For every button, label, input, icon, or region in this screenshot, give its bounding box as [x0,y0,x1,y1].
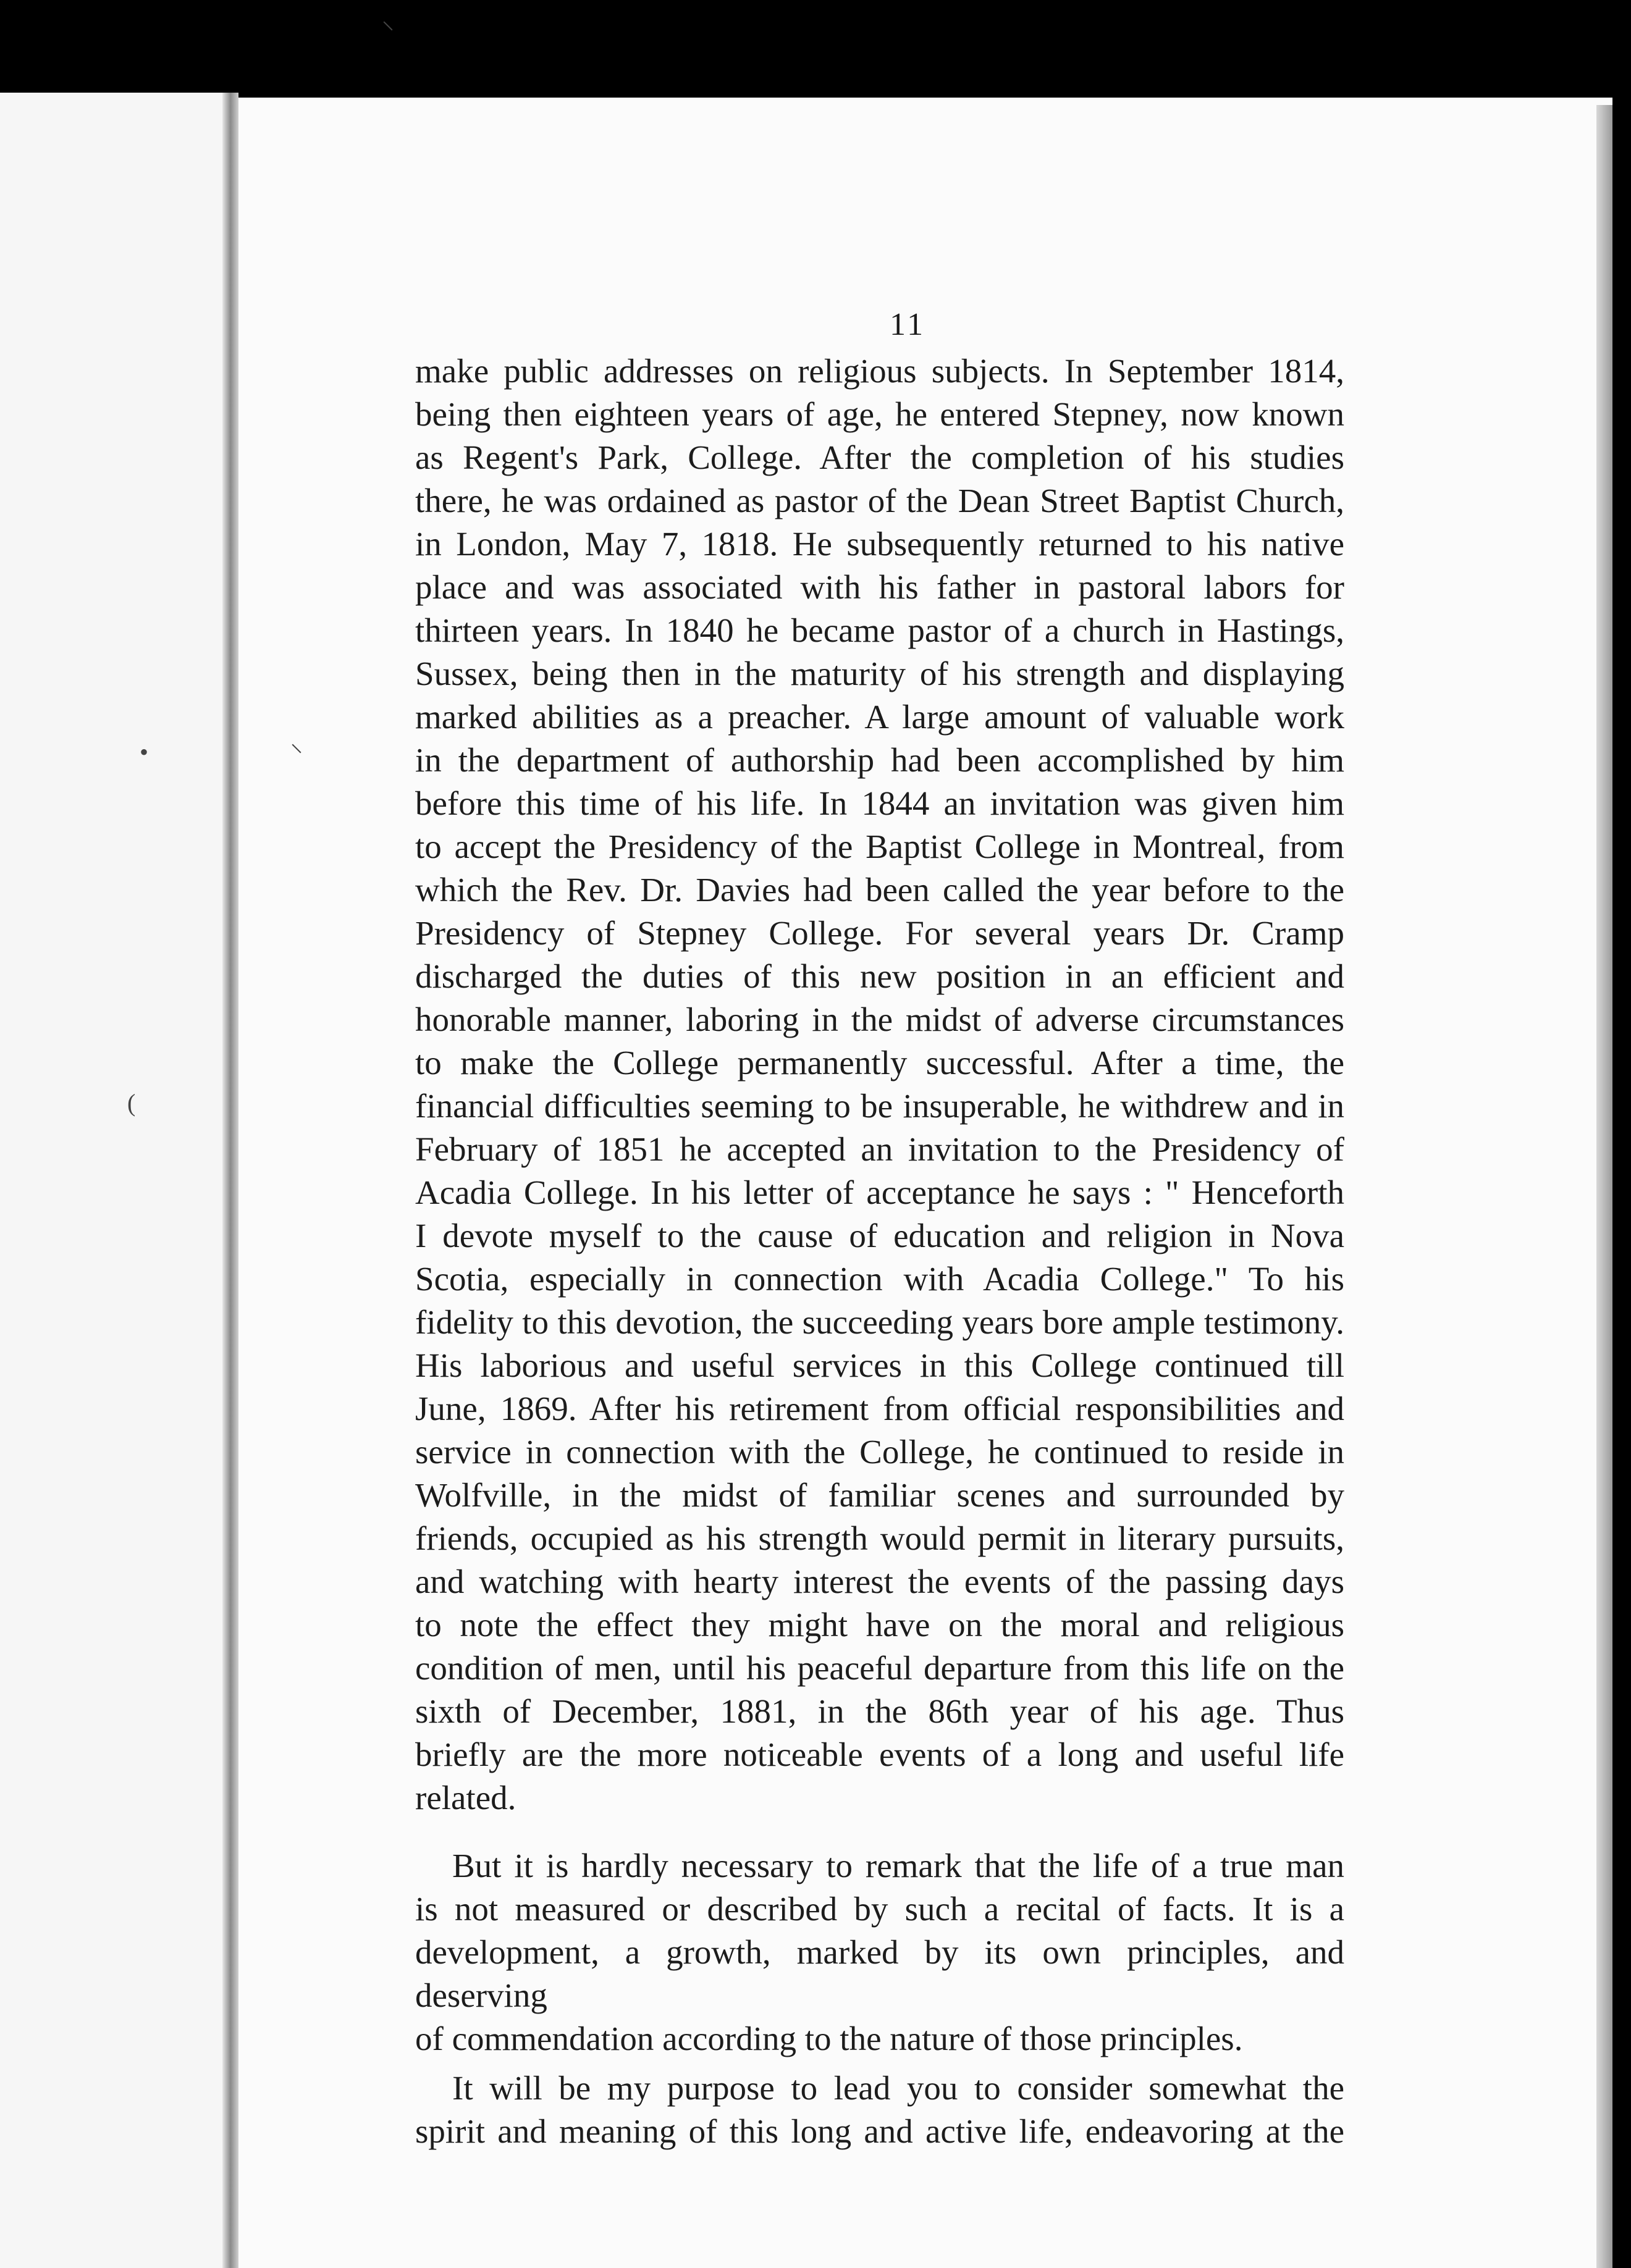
text-line: development, a growth, marked by its own principles, and deserving [415,1933,1344,2014]
text-line: condition of men, until his peaceful departure from this life on the [415,1649,1344,1687]
speck-mark: • [140,738,149,766]
text-line: in the department of authorship had been accomplished by him [415,741,1344,779]
left-page [0,93,230,2268]
text-line: Presidency of Stepney College. For several years Dr. Cramp [415,914,1344,952]
text-line: which the Rev. Dr. Davies had been called the year before to the [415,871,1344,909]
text-line: But it is hardly necessary to remark that the life of a true man [452,1847,1344,1884]
text-line: being then eighteen years of age, he entered Stepney, now known [415,395,1344,433]
text-line: His laborious and useful services in this College continued till [415,1346,1344,1384]
text-line: discharged the duties of this new position in an efficient and [415,957,1344,995]
text-line: honorable manner, laboring in the midst of adverse circumstances [415,1001,1344,1038]
text-line: February of 1851 he accepted an invitation to the Presidency of [415,1130,1344,1168]
text-line: to note the effect they might have on the moral and religious [415,1606,1344,1644]
text-line: place and was associated with his father in pastoral labors for [415,568,1344,606]
text-line: service in connection with the College, he continued to reside in [415,1433,1344,1471]
text-line: Scotia, especially in connection with Acadia College." To his [415,1260,1344,1298]
body-text [415,350,1344,2153]
text-line: June, 1869. After his retirement from official responsibilities and [415,1390,1344,1427]
text-line: Sussex, being then in the maturity of his strength and displaying [415,655,1344,692]
speck-mark: ⸌ [290,739,303,767]
text-line: related. [415,1779,516,1816]
paragraph [415,2067,1344,2153]
text-line: as Regent's Park, College. After the completion of his studies [415,439,1344,476]
text-line: of commendation according to the nature of those principles. [415,2020,1243,2057]
text-line: marked abilities as a preacher. A large amount of valuable work [415,698,1344,736]
text-line: financial difficulties seeming to be insuperable, he withdrew and in [415,1087,1344,1125]
text-line: in London, May 7, 1818. He subsequently returned to his native [415,525,1344,563]
text-line: make public addresses on religious subjects. In September 1814, [415,352,1344,390]
speck-mark: ( [127,1089,136,1117]
text-line: I devote myself to the cause of education and religion in Nova [415,1217,1344,1254]
text-line: spirit and meaning of this long and active life, endeavoring at the [415,2112,1344,2150]
text-line: there, he was ordained as pastor of the Dean Street Baptist Church, [415,482,1344,519]
text-line: to accept the Presidency of the Baptist College in Montreal, from [415,828,1344,865]
text-line: before this time of his life. In 1844 an invitation was given him [415,784,1344,822]
book-spine [222,93,238,2268]
text-line: thirteen years. In 1840 he became pastor of a church in Hastings, [415,611,1344,649]
text-line: is not measured or described by such a recital of facts. It is a [415,1890,1344,1928]
page-number: 11 [890,307,926,342]
text-line: friends, occupied as his strength would permit in literary pursuits, [415,1519,1344,1557]
text-line: Acadia College. In his letter of acceptance he says : " Henceforth [415,1174,1344,1211]
paragraph [415,1844,1344,2060]
page-edge [1596,105,1612,2268]
text-line: sixth of December, 1881, in the 86th year of his age. Thus [415,1692,1344,1730]
text-line: It will be my purpose to lead you to consider somewhat the [452,2069,1344,2107]
speck-mark: ⸌ [382,17,394,44]
text-line: briefly are the more noticeable events of a long and useful life [415,1736,1344,1773]
paragraph [415,350,1344,1820]
text-line: Wolfville, in the midst of familiar scenes and surrounded by [415,1476,1344,1514]
text-line: to make the College permanently successful. After a time, the [415,1044,1344,1082]
text-line: fidelity to this devotion, the succeeding years bore ample testimony. [415,1303,1344,1341]
text-line: and watching with hearty interest the events of the passing days [415,1563,1344,1600]
